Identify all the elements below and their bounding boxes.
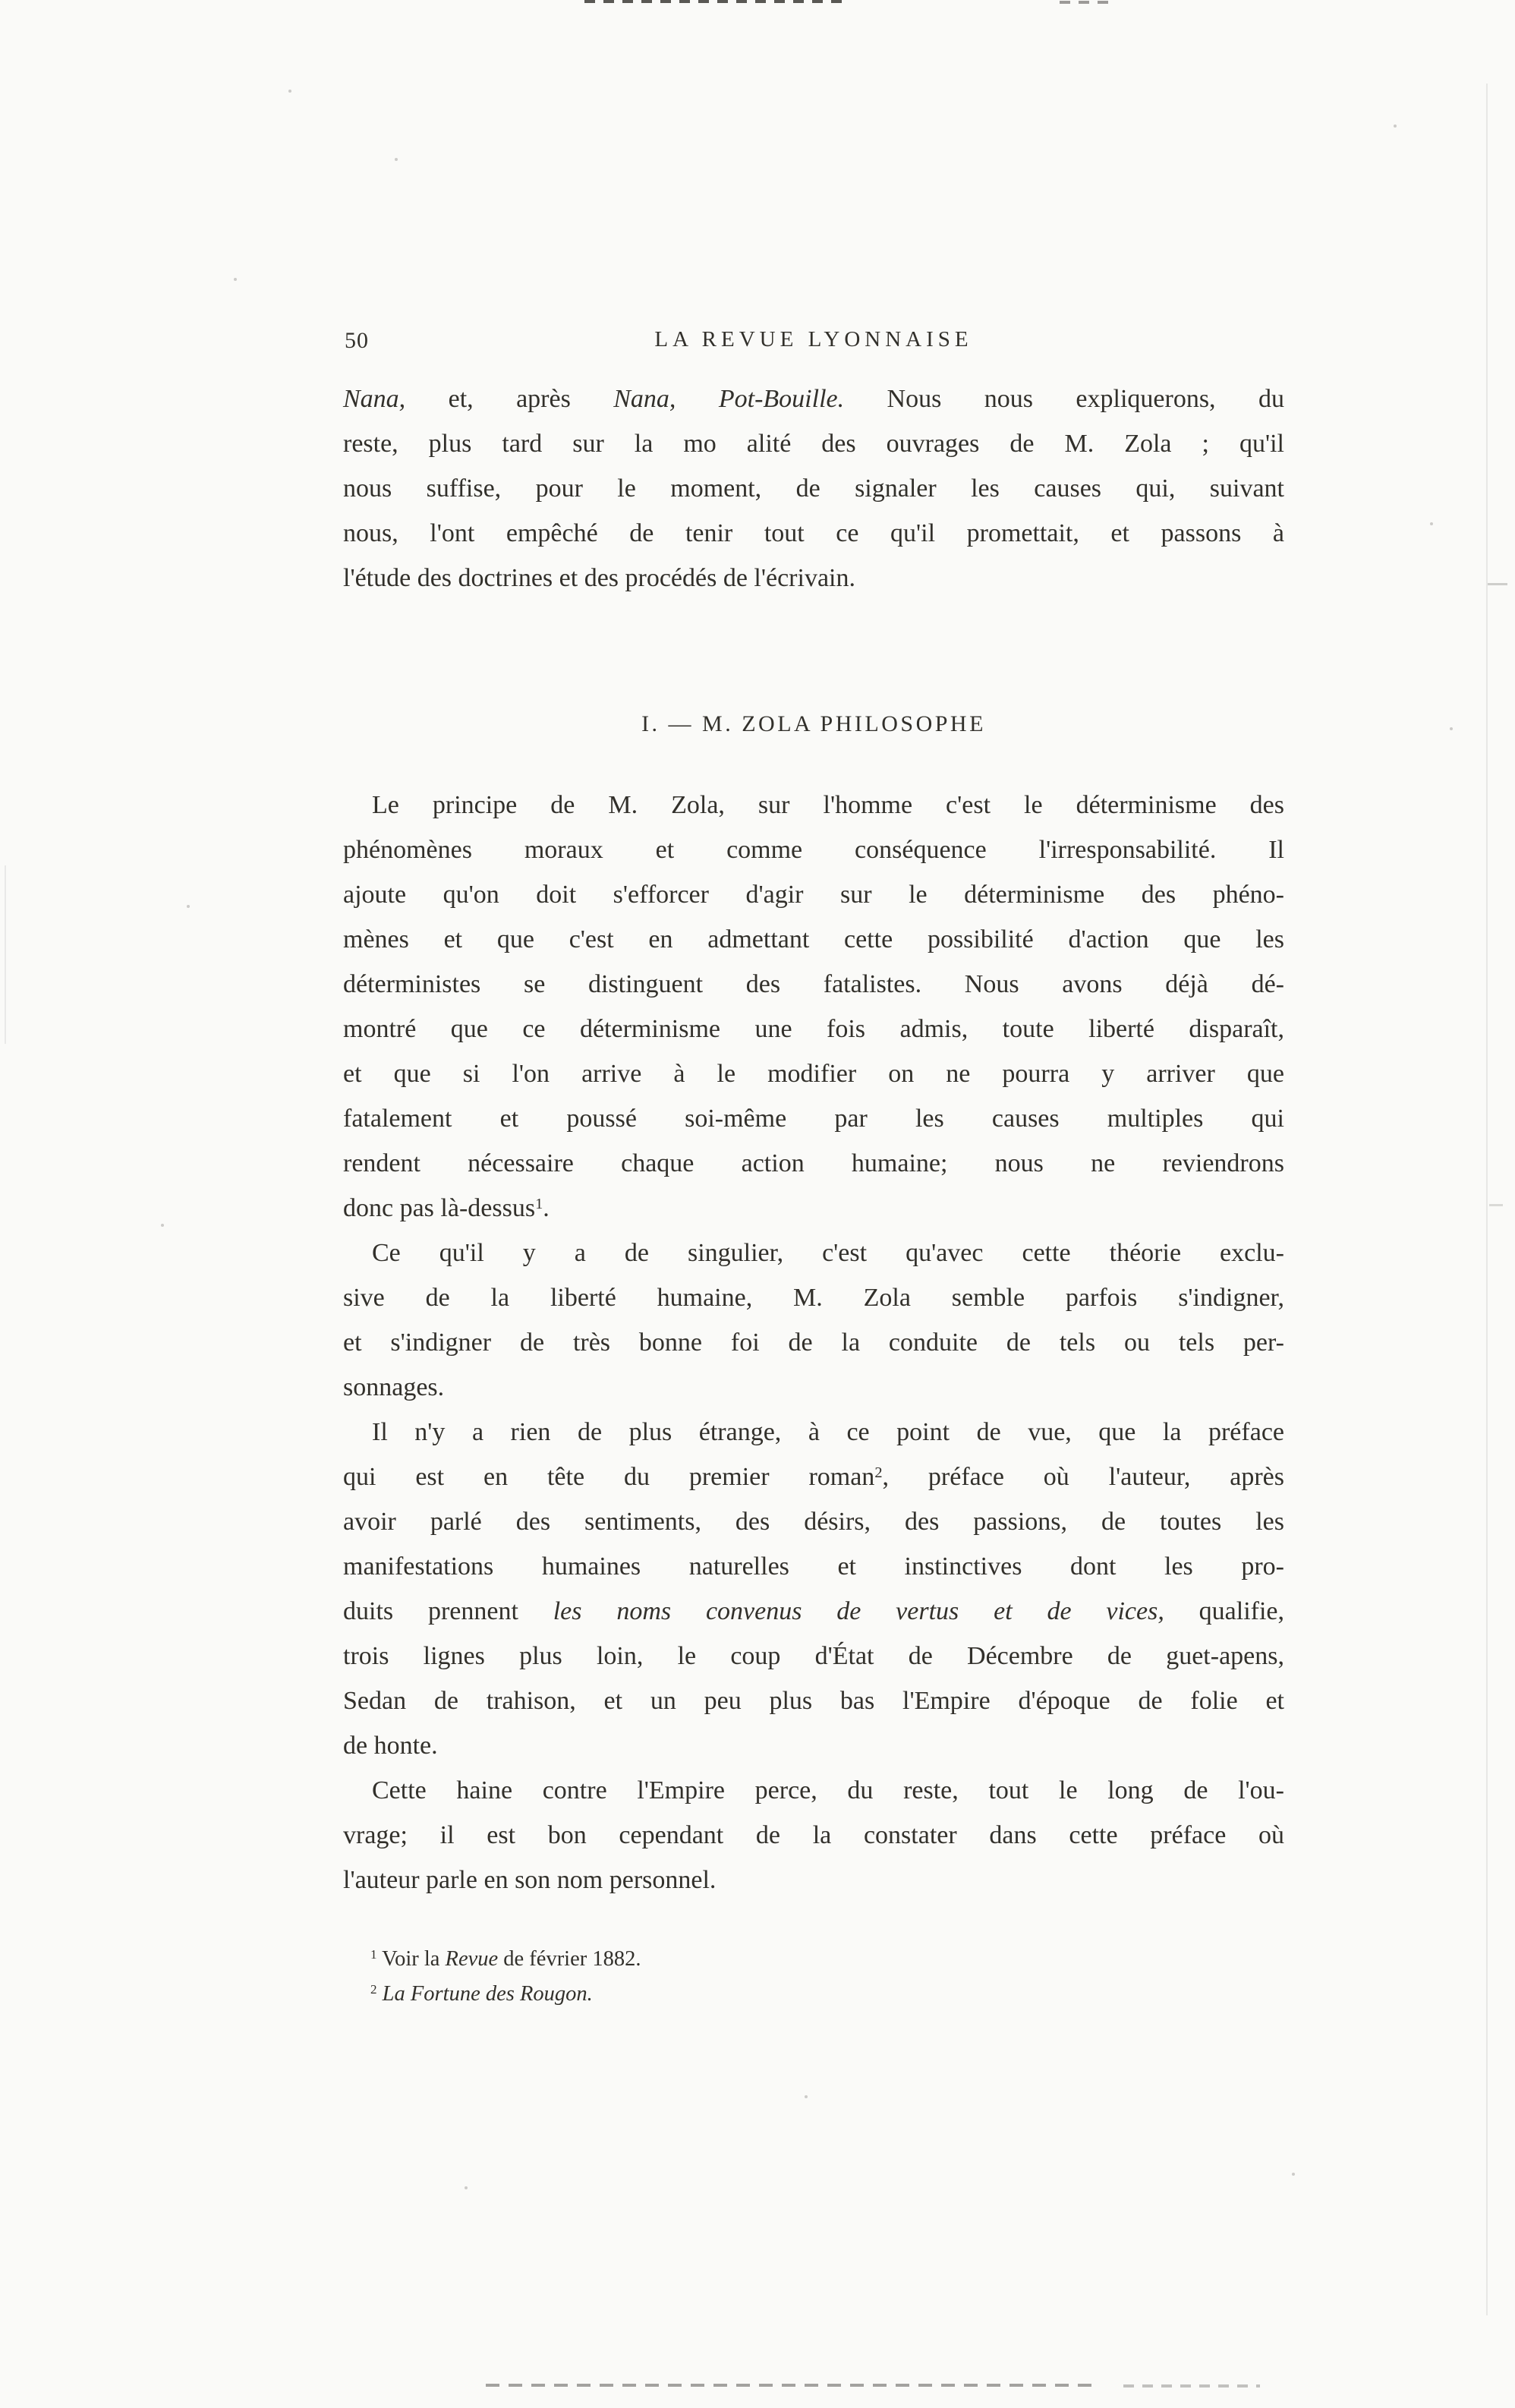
scan-speck xyxy=(187,905,190,908)
text-line xyxy=(343,1455,1284,1499)
scan-speck xyxy=(805,2095,808,2098)
text-run: . xyxy=(543,1194,550,1222)
text-run: donc pas là-dessus xyxy=(343,1194,536,1222)
text-run: de honte. xyxy=(343,1732,438,1760)
scan-edge-artifact xyxy=(1060,1,1113,4)
text-run: et s'indigner de très bonne foi de la conduite de tels ou tels per- xyxy=(343,1328,1284,1357)
footnotes xyxy=(343,1942,1284,2012)
footnote xyxy=(343,1942,1284,1977)
text-run xyxy=(676,385,718,413)
text-run: duits prennent xyxy=(343,1597,553,1625)
text-run: montré que ce déterminisme une fois admis, toute liberté disparaît, xyxy=(343,1015,1284,1043)
scan-speck xyxy=(1394,124,1397,128)
text-line xyxy=(343,1007,1284,1051)
text-run: Voir la xyxy=(376,1947,446,1971)
text-run: rendent nécessaire chaque action humaine; nous ne reviendrons xyxy=(343,1149,1284,1177)
scan-speck xyxy=(395,158,398,161)
text-run: déterministes se distinguent des fatalistes. Nous avons déjà dé- xyxy=(343,970,1284,998)
text-line xyxy=(343,783,1284,827)
text-run: vrage; il est bon cependant de la constater dans cette préface où xyxy=(343,1821,1284,1849)
italic-text-run: La Fortune des Rougon. xyxy=(382,1982,593,2006)
text-line xyxy=(343,827,1284,872)
text-line xyxy=(343,1768,1284,1813)
text-line xyxy=(343,872,1284,917)
scan-edge-artifact xyxy=(1486,84,1488,2315)
text-run: et, après xyxy=(405,385,614,413)
text-line xyxy=(343,1051,1284,1096)
scan-edge-artifact xyxy=(486,2384,1093,2387)
text-line xyxy=(343,1589,1284,1634)
scan-edge-artifact xyxy=(584,0,846,3)
text-line xyxy=(343,1544,1284,1589)
italic-text-run: Nana, xyxy=(613,385,676,413)
text-run: sonnages. xyxy=(343,1373,445,1401)
text-run: manifestations humaines naturelles et instinctives dont les pro- xyxy=(343,1552,1284,1581)
text-run: trois lignes plus loin, le coup d'État de Décembre de guet-apens, xyxy=(343,1642,1284,1670)
text-line xyxy=(343,1858,1284,1902)
scan-speck xyxy=(465,2186,468,2189)
paragraph xyxy=(343,783,1284,1231)
paragraph xyxy=(343,1231,1284,1410)
scan-speck xyxy=(161,1224,164,1227)
text-run: phénomènes moraux et comme conséquence l'irresponsabilité. Il xyxy=(343,836,1284,864)
text-run: Ce qu'il y a de singulier, c'est qu'avec cette théorie exclu- xyxy=(372,1239,1284,1267)
text-line xyxy=(343,1320,1284,1365)
text-run: qui est en tête du premier roman xyxy=(343,1463,875,1491)
text-line xyxy=(343,1365,1284,1410)
footnote-reference: 1 xyxy=(370,1947,377,1962)
text-line xyxy=(343,1723,1284,1768)
text-run: Sedan de trahison, et un peu plus bas l'Empire d'époque de folie et xyxy=(343,1687,1284,1715)
text-run: nous, l'ont empêché de tenir tout ce qu'il promettait, et passons à xyxy=(343,519,1284,547)
text-line xyxy=(343,1499,1284,1544)
page-body xyxy=(343,377,1284,1902)
text-line xyxy=(343,421,1284,466)
text-line xyxy=(343,1186,1284,1231)
page-number: 50 xyxy=(345,328,369,353)
text-run: sive de la liberté humaine, M. Zola semble parfois s'indigner, xyxy=(343,1284,1284,1312)
paragraph xyxy=(343,377,1284,600)
text-line xyxy=(343,1096,1284,1141)
scan-speck xyxy=(1292,2173,1295,2176)
text-line xyxy=(343,962,1284,1007)
scan-edge-artifact xyxy=(5,865,6,1044)
text-line xyxy=(343,466,1284,511)
scan-edge-artifact xyxy=(1488,583,1507,585)
text-line xyxy=(343,1634,1284,1678)
scan-speck xyxy=(234,278,237,281)
text-run: ajoute qu'on doit s'efforcer d'agir sur le déterminisme des phéno- xyxy=(343,881,1284,909)
footnote-reference: 2 xyxy=(874,1464,883,1481)
text-run xyxy=(377,1982,383,2006)
scan-speck xyxy=(288,90,291,93)
text-run: fatalement et poussé soi-même par les causes multiples qui xyxy=(343,1105,1284,1133)
scan-edge-artifact xyxy=(1489,1204,1503,1206)
text-run: , préface où l'auteur, après xyxy=(882,1463,1284,1491)
italic-text-run: les noms convenus de vertus et de vices, xyxy=(553,1597,1164,1625)
scan-edge-artifact xyxy=(1123,2384,1260,2388)
text-line xyxy=(343,1678,1284,1723)
running-header xyxy=(343,325,1284,357)
text-run: Nous nous expliquerons, du xyxy=(844,385,1284,413)
text-run: Cette haine contre l'Empire perce, du reste, tout le long de l'ou- xyxy=(372,1776,1284,1804)
paragraph xyxy=(343,1410,1284,1768)
footnote-reference: 2 xyxy=(370,1982,377,1997)
footnote-reference: 1 xyxy=(535,1195,543,1212)
journal-title: LA REVUE LYONNAISE xyxy=(654,327,973,351)
text-run: reste, plus tard sur la mo alité des ouvrages de M. Zola ; qu'il xyxy=(343,430,1284,458)
text-line xyxy=(343,377,1284,421)
italic-text-run: Pot-Bouille. xyxy=(718,385,845,413)
footnote xyxy=(343,1977,1284,2012)
scan-speck xyxy=(1450,727,1453,730)
text-run: nous suffise, pour le moment, de signaler les causes qui, suivant xyxy=(343,474,1284,503)
text-line xyxy=(343,511,1284,556)
italic-text-run: Nana, xyxy=(343,385,406,413)
italic-text-run: Revue xyxy=(445,1947,499,1971)
text-line xyxy=(343,1275,1284,1320)
text-line xyxy=(343,1410,1284,1455)
text-line xyxy=(343,917,1284,962)
paragraph xyxy=(343,1768,1284,1902)
text-run: et que si l'on arrive à le modifier on ne pourra y arriver que xyxy=(343,1060,1284,1088)
text-run: qualifie, xyxy=(1164,1597,1284,1625)
text-line xyxy=(343,1141,1284,1186)
text-run: mènes et que c'est en admettant cette possibilité d'action que les xyxy=(343,925,1284,953)
text-line xyxy=(343,1231,1284,1275)
text-run: Le principe de M. Zola, sur l'homme c'est le déterminisme des xyxy=(372,791,1284,819)
text-run: l'étude des doctrines et des procédés de l'écrivain. xyxy=(343,564,855,592)
scan-speck xyxy=(1430,522,1433,525)
text-line xyxy=(343,1813,1284,1858)
text-run: avoir parlé des sentiments, des désirs, des passions, de toutes les xyxy=(343,1508,1284,1536)
section-heading: I. — M. ZOLA PHILOSOPHE xyxy=(641,711,986,736)
text-line xyxy=(343,556,1284,600)
text-run: Il n'y a rien de plus étrange, à ce point de vue, que la préface xyxy=(372,1418,1284,1446)
text-run: l'auteur parle en son nom personnel. xyxy=(343,1866,717,1894)
text-block xyxy=(343,325,1284,2012)
text-run: de février 1882. xyxy=(498,1947,641,1971)
